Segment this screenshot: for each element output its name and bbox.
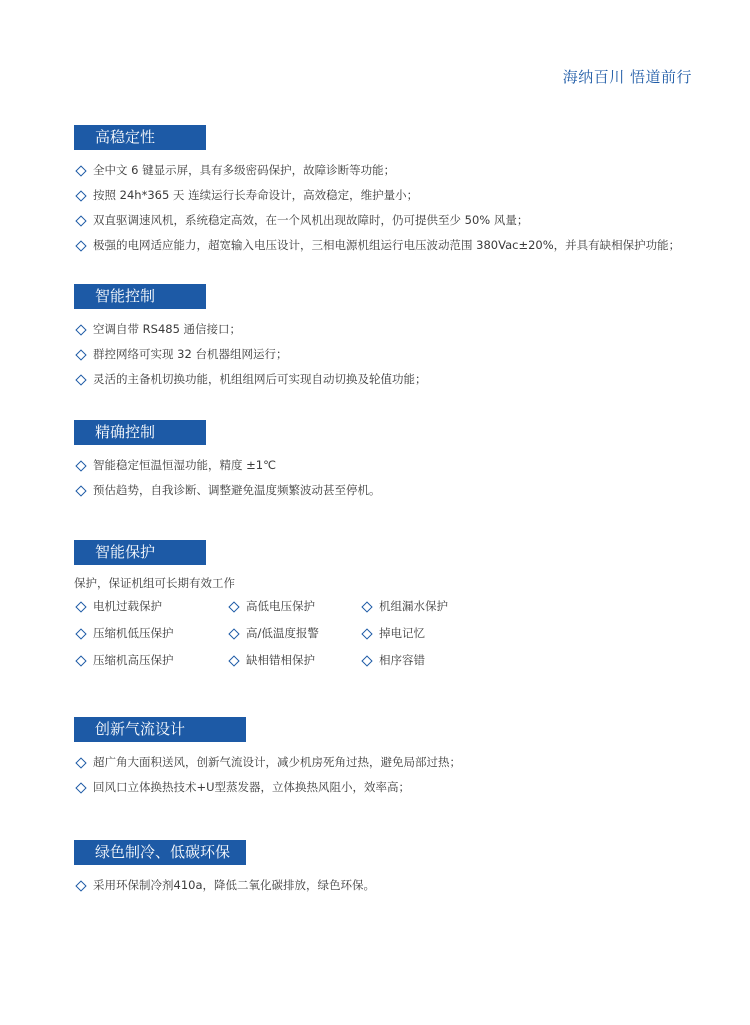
diamond-bullet-icon	[75, 324, 86, 335]
bullet-list	[74, 873, 684, 898]
list-item: 全中文 6 键显示屏，具有多级密码保护，故障诊断等功能；	[74, 158, 684, 183]
diamond-bullet-icon	[75, 628, 86, 639]
diamond-bullet-icon	[75, 757, 86, 768]
bullet-list	[74, 453, 684, 503]
list-item: 按照 24h*365 天 连续运行长寿命设计，高效稳定，维护量小；	[74, 183, 684, 208]
diamond-bullet-icon	[75, 601, 86, 612]
section-smart-control	[74, 284, 684, 392]
diamond-bullet-icon	[75, 485, 86, 496]
list-item: 超广角大面积送风，创新气流设计，减少机房死角过热，避免局部过热；	[74, 750, 684, 775]
section-high-stability	[74, 125, 684, 258]
list-item: 智能稳定恒温恒湿功能，精度 ±1℃	[74, 453, 684, 478]
list-item: 压缩机高压保护	[74, 647, 227, 674]
diamond-bullet-icon	[228, 628, 239, 639]
bullet-list	[74, 158, 684, 258]
diamond-bullet-icon	[75, 782, 86, 793]
bullet-list	[74, 750, 684, 800]
protection-intro: 保护，保证机组可长期有效工作	[74, 576, 235, 590]
bullet-list	[74, 317, 684, 392]
diamond-bullet-icon	[75, 165, 86, 176]
list-item: 高/低温度报警	[227, 620, 360, 647]
slogan: 海纳百川 悟道前行	[562, 68, 692, 86]
section-smart-protection	[74, 540, 684, 674]
section-airflow-design	[74, 717, 684, 800]
list-item: 群控网络可实现 32 台机器组网运行；	[74, 342, 684, 367]
diamond-bullet-icon	[361, 601, 372, 612]
diamond-bullet-icon	[361, 628, 372, 639]
diamond-bullet-icon	[75, 655, 86, 666]
diamond-bullet-icon	[75, 215, 86, 226]
list-item: 掉电记忆	[360, 620, 510, 647]
list-item: 极强的电网适应能力，超宽输入电压设计，三相电源机组运行电压波动范围 380Vac±20%，并具有缺相保护功能；	[74, 233, 684, 258]
list-item: 回风口立体换热技术+U型蒸发器，立体换热风阻小，效率高；	[74, 775, 684, 800]
list-item: 灵活的主备机切换功能，机组组网后可实现自动切换及轮值功能；	[74, 367, 684, 392]
list-item: 双直驱调速风机，系统稳定高效，在一个风机出现故障时，仍可提供至少 50% 风量；	[74, 208, 684, 233]
list-item: 预估趋势，自我诊断、调整避免温度频繁波动甚至停机。	[74, 478, 684, 503]
diamond-bullet-icon	[75, 349, 86, 360]
list-item: 采用环保制冷剂410a，降低二氧化碳排放，绿色环保。	[74, 873, 684, 898]
diamond-bullet-icon	[228, 601, 239, 612]
list-item: 高低电压保护	[227, 593, 360, 620]
list-item: 电机过载保护	[74, 593, 227, 620]
diamond-bullet-icon	[75, 460, 86, 471]
diamond-bullet-icon	[75, 190, 86, 201]
list-item: 缺相错相保护	[227, 647, 360, 674]
protection-grid	[74, 593, 684, 674]
list-item: 相序容错	[360, 647, 510, 674]
diamond-bullet-icon	[75, 240, 86, 251]
section-green-cooling	[74, 840, 684, 898]
list-item: 压缩机低压保护	[74, 620, 227, 647]
diamond-bullet-icon	[75, 374, 86, 385]
section-title: 智能控制	[74, 284, 206, 309]
section-precise-control	[74, 420, 684, 503]
section-title: 绿色制冷、低碳环保	[74, 840, 246, 865]
section-title: 智能保护	[74, 540, 206, 565]
diamond-bullet-icon	[228, 655, 239, 666]
section-title: 高稳定性	[74, 125, 206, 150]
list-item: 空调自带 RS485 通信接口；	[74, 317, 684, 342]
list-item: 机组漏水保护	[360, 593, 510, 620]
section-title: 创新气流设计	[74, 717, 246, 742]
diamond-bullet-icon	[361, 655, 372, 666]
section-title: 精确控制	[74, 420, 206, 445]
diamond-bullet-icon	[75, 880, 86, 891]
